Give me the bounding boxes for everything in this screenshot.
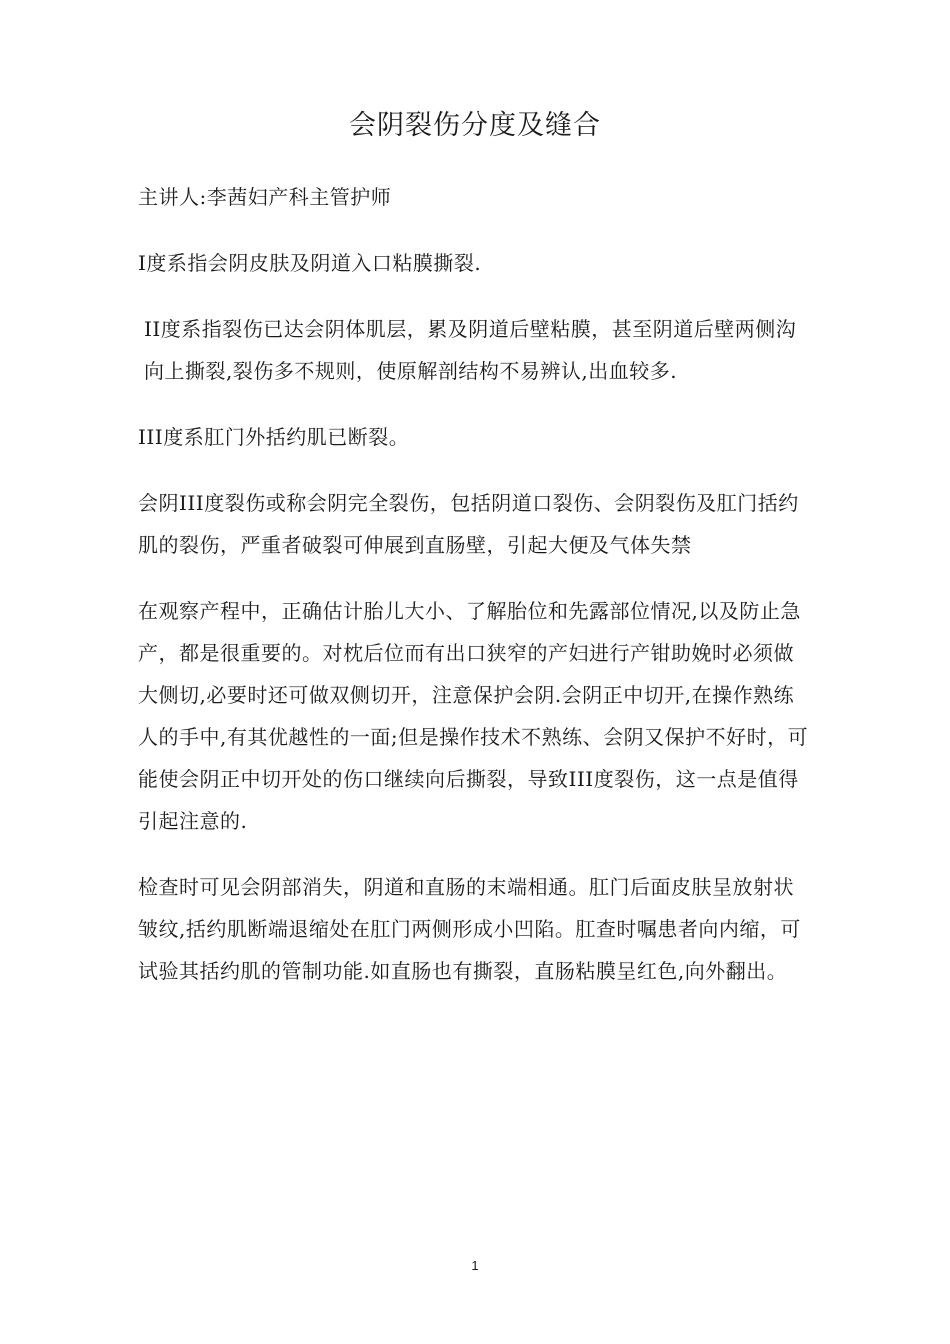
document-title: 会阴裂伤分度及缝合 xyxy=(349,110,601,141)
paragraph-prevention: 在观察产程中，正确估计胎儿大小、了解胎位和先露部位情况,以及防止急产，都是很重要的。对枕后位而有出口狭窄的产妇进行产钳助娩时必须做大侧切,必要时还可做双侧切开，注意保护会阴.会阴正中切开,在操作熟练人的手中,有其优越性的一面;但是操作技术不熟练、会阴又保护不好时，可能使会阴正中切开处的伤口继续向后撕裂，导致III度裂伤，这一点是值得引起注意的. xyxy=(138,599,809,833)
paragraph-degree-1: I度系指会阴皮肤及阴道入口粘膜撕裂. xyxy=(138,251,482,275)
paragraph-degree-2: II度系指裂伤已达会阴体肌层，累及阴道后壁粘膜，甚至阴道后壁两侧沟向上撕裂,裂伤多不规则，使原解剖结构不易辨认,出血较多. xyxy=(144,317,797,383)
page-number: 1 xyxy=(471,1258,479,1273)
document-body xyxy=(138,176,810,992)
speaker-line: 主讲人:李茜妇产科主管护师 xyxy=(138,185,392,209)
paragraph-degree-3-detail: 会阴III度裂伤或称会阴完全裂伤，包括阴道口裂伤、会阴裂伤及肛门括约肌的裂伤，严重者破裂可伸展到直肠壁，引起大便及气体失禁 xyxy=(138,491,799,557)
paragraph-examination: 检查时可见会阴部消失，阴道和直肠的末端相通。肛门后面皮肤呈放射状皱纹,括约肌断端退缩处在肛门两侧形成小凹陷。肛查时嘱患者向内缩，可试验其括约肌的管制功能.如直肠也有撕裂，直肠粘膜呈红色,向外翻出。 xyxy=(138,875,801,983)
paragraph-degree-3: III度系肛门外括约肌已断裂。 xyxy=(138,425,410,449)
